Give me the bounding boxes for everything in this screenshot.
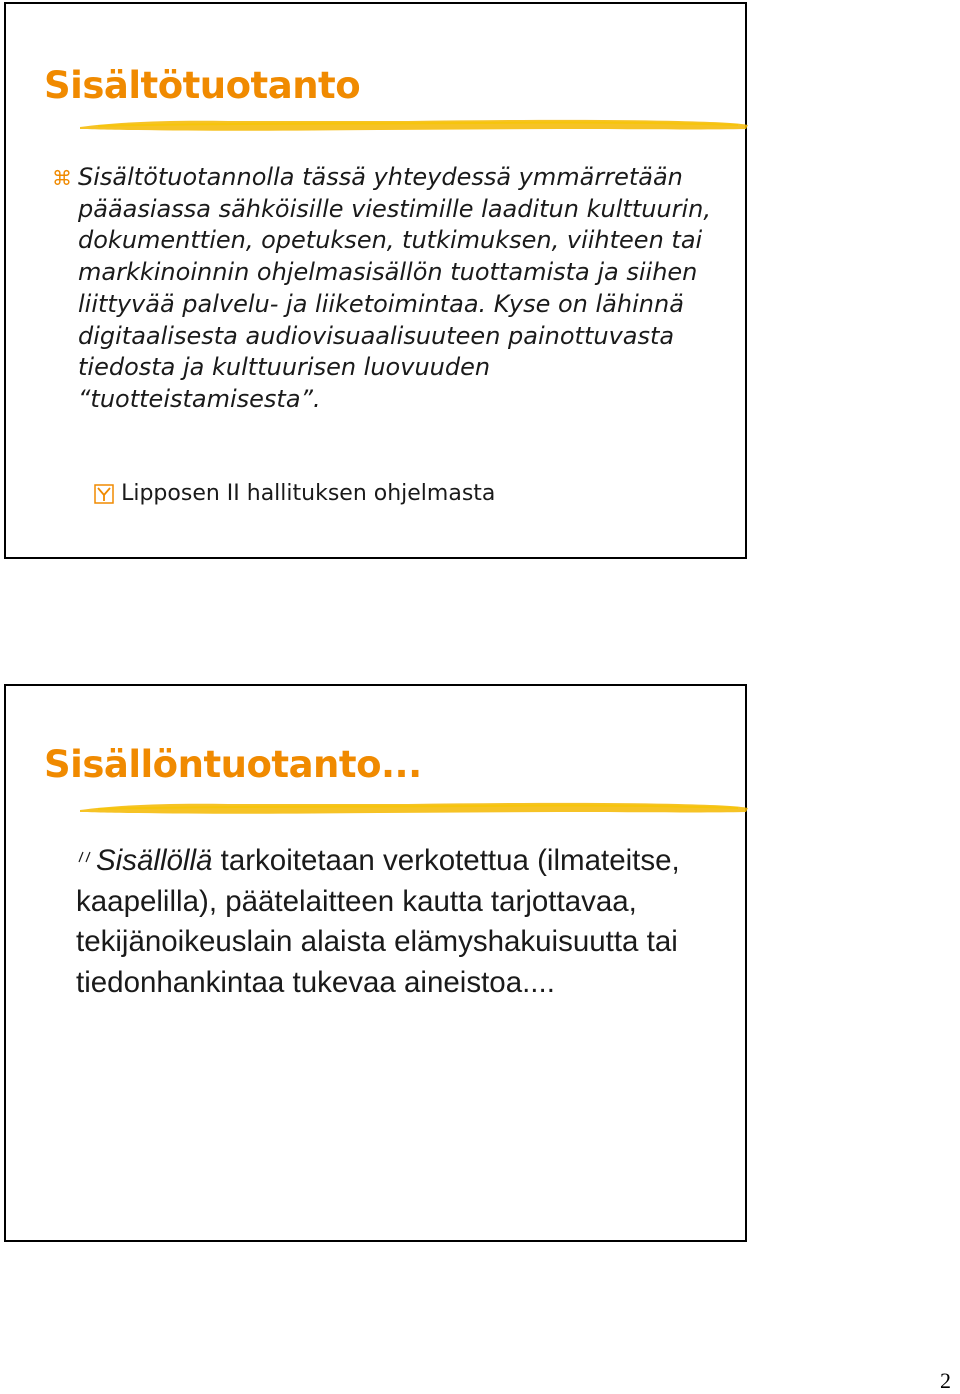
z-bullet-icon: ⌘ <box>52 166 72 190</box>
page-number: 2 <box>940 1368 951 1393</box>
slide-1 <box>4 2 747 559</box>
slide-title: Sisältötuotanto <box>44 64 361 107</box>
sub-bullet-item <box>94 481 495 511</box>
title-underline-swoosh <box>78 800 750 816</box>
definition-text <box>76 841 726 1003</box>
definition-quote <box>76 841 726 1003</box>
bullet-item <box>52 162 732 416</box>
open-quote-icon <box>78 851 94 863</box>
y-bullet-icon <box>94 484 114 504</box>
slide-2 <box>4 684 747 1242</box>
defined-term: Sisällöllä <box>96 844 213 877</box>
definition-body: tarkoitetaan verkotettua (ilmateitse, kaapelilla), päätelaitteen kautta tarjottavaa, tekijänoikeuslain alaista elämyshakuisuutta tai tiedonhankintaa tukevaa aineistoa.... <box>76 844 680 999</box>
bullet-text: Sisältötuotannolla tässä yhteydessä ymmärretään pääasiassa sähköisille viestimille laaditun kulttuurin, dokumenttien, opetuksen, tutkimuksen, viihteen tai markkinoinnin ohjelmasisällön tuottamista ja siihen liittyvää palvelu- ja liiketoimintaa. Kyse on lähinnä digitaalisesta audiovisuaalisuuteen painottuvasta tiedosta ja kulttuurisen luovuuden “tuotteistamisesta”. <box>78 163 711 413</box>
sub-bullet-text: Lipposen II hallituksen ohjelmasta <box>121 481 496 506</box>
slide-title: Sisällöntuotanto... <box>44 743 422 786</box>
title-underline-swoosh <box>78 117 750 133</box>
